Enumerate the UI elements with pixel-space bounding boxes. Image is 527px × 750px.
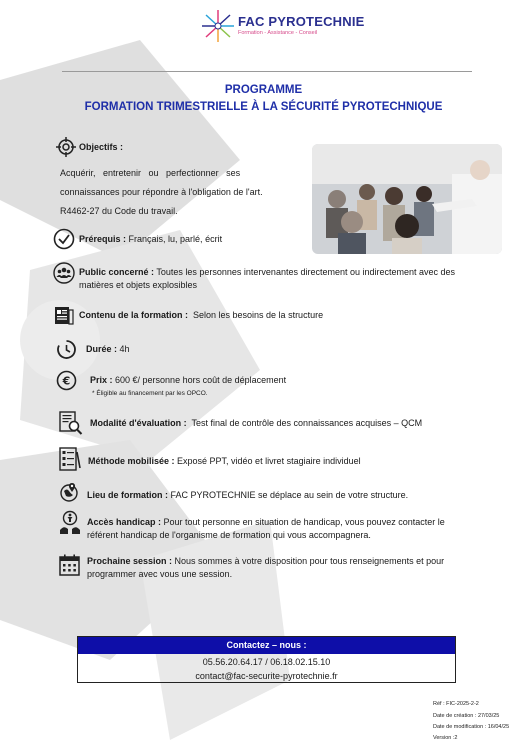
checklist-icon <box>58 446 82 472</box>
objectifs-label: Objectifs : <box>79 142 124 152</box>
evaluation-magnifier-icon <box>58 410 84 436</box>
calendar-icon <box>58 553 81 577</box>
logo-name: FAC PYROTECHNIE <box>238 14 365 29</box>
methode-row: Méthode mobilisée : Exposé PPT, vidéo et livret stagiaire individuel <box>88 456 361 466</box>
group-people-icon <box>53 262 75 284</box>
checkmark-circle-icon <box>53 228 75 250</box>
page-title-formation: FORMATION TRIMESTRIELLE À LA SÉCURITÉ PYROTECHNIQUE <box>84 101 443 113</box>
logo-tagline: Formation - Assistance - Conseil <box>238 30 318 36</box>
reference-code: Réf : FIC-2025-2-2 <box>433 701 479 707</box>
svg-text:€: € <box>62 374 71 388</box>
training-audience-photo <box>312 144 502 254</box>
contact-heading: Contactez – nous : <box>78 637 455 654</box>
prerequis-row: Prérequis : Français, lu, parlé, écrit <box>79 234 223 244</box>
clock-icon <box>56 339 77 360</box>
objectifs-text: Acquérir, entretenir ou perfectionner ses connaissances pour répondre à l'obligation de l'art. R4462-27 du Code du travail. <box>60 168 263 216</box>
euro-coin-icon <box>56 370 77 391</box>
creation-date: Date de création : 27/03/25 <box>433 713 500 719</box>
contact-box <box>77 636 456 683</box>
version-number: Version :2 <box>433 735 458 741</box>
header-divider <box>62 71 472 72</box>
handicap-row: Accès handicap : Pour tout personne en situation de handicap, vous pouvez contacter le référent handicap de l'organisme de formation qui vous accompagnera. <box>87 517 445 540</box>
public-row: Public concerné : Toutes les personnes intervenantes directement ou indirectement avec des matières et objets explosibles <box>79 267 456 290</box>
globe-location-icon <box>58 481 80 503</box>
contact-email-link[interactable]: contact@fac-securite-pyrotechnie.fr <box>195 671 338 681</box>
modification-date: Date de modification : 16/04/25 <box>433 724 510 730</box>
duree-row: Durée : 4h <box>86 344 130 354</box>
contact-phones[interactable]: 05.56.20.64.17 / 06.18.02.15.10 <box>202 657 331 667</box>
session-row: Prochaine session : Nous sommes à votre disposition pour tous renseignements et pour programmer avec vous une session. <box>87 556 445 579</box>
evaluation-row: Modalité d'évaluation : Test final de contrôle des connaissances acquises – QCM <box>90 418 423 428</box>
contenu-row: Contenu de la formation : Selon les besoins de la structure <box>79 310 324 320</box>
lieu-row: Lieu de formation : FAC PYROTECHNIE se déplace au sein de votre structure. <box>87 490 409 500</box>
prix-row: Prix : 600 €/ personne hors coût de déplacement <box>90 375 287 385</box>
target-icon <box>56 137 76 157</box>
document-content-icon <box>53 304 75 326</box>
accessibility-hands-icon <box>58 510 82 536</box>
page-title-programme: PROGRAMME <box>224 84 303 96</box>
prix-note: * Éligible au financement par les OPCO. <box>92 390 208 397</box>
